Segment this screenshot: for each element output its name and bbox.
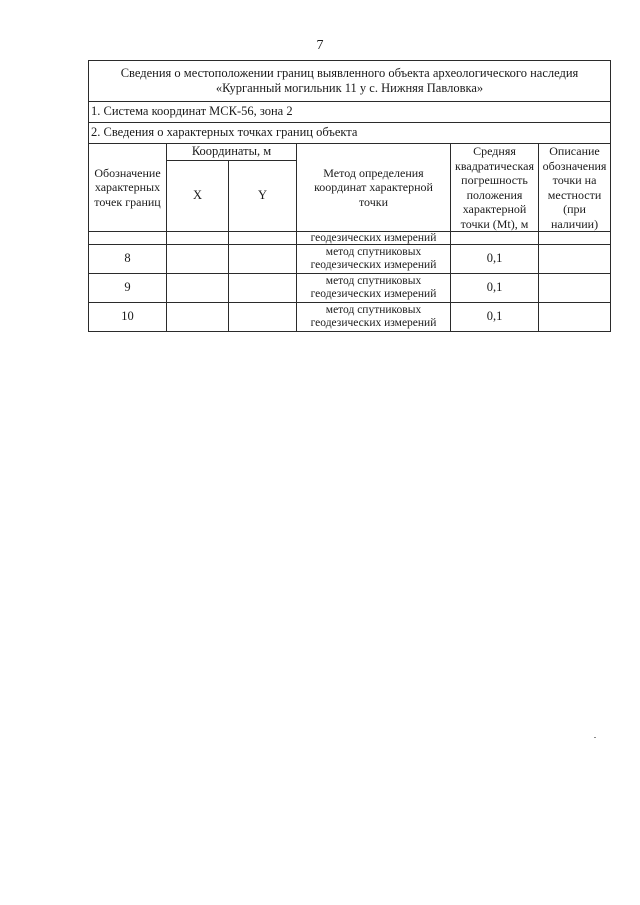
header-error-line: Средняя [473,144,516,158]
header-coordinates: Координаты, м [167,144,297,161]
table-row [89,274,611,303]
cell-method-line: геодезических измерений [310,288,437,300]
header-error-line: погрешность [461,173,528,187]
fragment-method: геодезических измерений [297,232,451,245]
cell-method-line: метод спутниковых [325,275,422,287]
header-description-line: точки на [552,173,597,187]
cell-error: 0,1 [451,245,539,274]
coordinate-system-label: 1. Система координат МСК-56, зона 2 [89,102,611,123]
cell-description [539,303,611,332]
cell-point: 9 [89,274,167,303]
boundary-points-table [88,60,611,332]
table-row-fragment [89,232,611,245]
header-error-line: квадратическая [455,158,534,173]
header-description-line: местности [547,187,602,202]
header-error-line: характерной [462,202,527,216]
fragment-description [539,232,611,245]
fragment-y [229,232,297,245]
table-title-line-2: «Курганный могильник 11 у с. Нижняя Павловка» [215,81,484,95]
header-description [539,144,611,232]
table-row [89,245,611,274]
header-mean-square-error [451,144,539,232]
cell-method-line: геодезических измерений [310,259,437,271]
header-method-line: Метод определения [323,165,424,180]
fragment-x [167,232,229,245]
cell-method [297,245,451,274]
cell-y [229,245,297,274]
header-description-line: (при [563,202,586,216]
cell-method [297,303,451,332]
scan-speck [594,737,596,738]
cell-point: 10 [89,303,167,332]
cell-method-line: метод спутниковых [325,246,422,258]
cell-y [229,303,297,332]
section-1-row [89,102,611,123]
cell-x [167,245,229,274]
cell-method-line: метод спутниковых [325,304,422,316]
header-description-line: Описание [549,144,600,158]
fragment-error [451,232,539,245]
cell-method [297,274,451,303]
section-2-row [89,123,611,144]
header-designation-line: Обозначение [94,165,161,180]
cell-method-line: геодезических измерений [310,317,437,329]
cell-error: 0,1 [451,274,539,303]
table-title [89,61,611,102]
header-designation [89,144,167,232]
cell-description [539,274,611,303]
cell-description [539,245,611,274]
page-number: 7 [316,38,324,53]
header-description-line: наличии) [550,216,599,231]
cell-y [229,274,297,303]
characteristic-points-label: 2. Сведения о характерных точках границ объекта [89,123,611,144]
table-title-row [89,61,611,102]
header-designation-line: характерных [94,180,161,195]
header-method-line: точки [358,194,389,209]
header-error-line: точки (Mt), м [460,216,529,231]
header-error-line: положения [466,187,523,202]
header-y: Y [229,160,297,231]
table-title-line-1: Сведения о местоположении границ выявленного объекта археологического наследия [120,65,579,80]
header-method-line: координат характерной [314,180,433,195]
cell-point: 8 [89,245,167,274]
table-row [89,303,611,332]
header-row-1 [89,144,611,161]
fragment-point [89,232,167,245]
header-description-line: обозначения [542,158,607,173]
cell-x [167,303,229,332]
header-x: X [167,160,229,231]
header-designation-line: точек границ [94,194,161,209]
cell-x [167,274,229,303]
cell-error: 0,1 [451,303,539,332]
header-method [297,144,451,232]
